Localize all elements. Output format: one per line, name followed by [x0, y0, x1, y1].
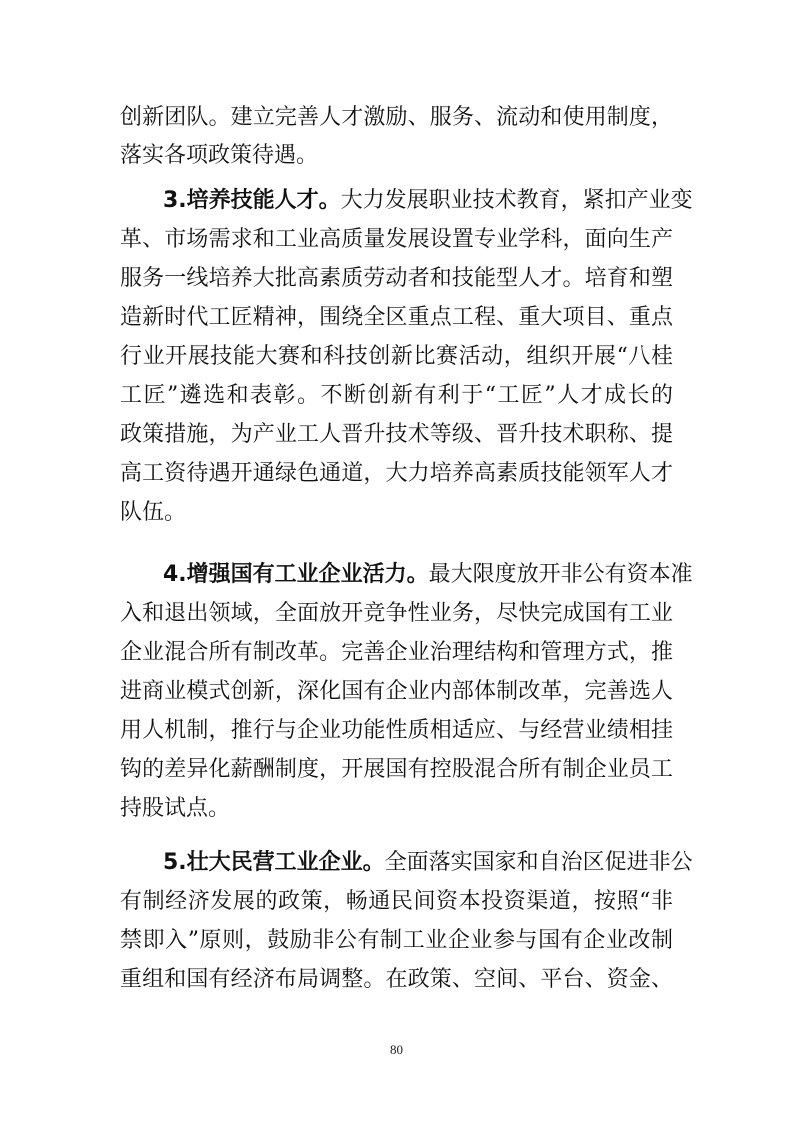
paragraph-first-line — [163, 560, 693, 590]
paragraph-first-line — [163, 848, 693, 878]
paragraph-line: 企业混合所有制改革。完善企业治理结构和管理方式，推 — [120, 640, 673, 665]
paragraph-line: 行业开展技能大赛和科技创新比赛活动，组织开展“八桂 — [120, 344, 673, 369]
paragraph-first-line — [163, 186, 693, 216]
paragraph-line: 持股试点。 — [120, 796, 231, 821]
paragraph-line: 高工资待遇开通绿色通道，大力培养高素质技能领军人才 — [120, 461, 673, 486]
paragraph-line: 落实各项政策待遇。 — [120, 143, 319, 168]
paragraph-line: 造新时代工匠精神，围绕全区重点工程、重大项目、重点 — [120, 305, 673, 330]
paragraph-line: 队伍。 — [120, 500, 187, 525]
section-heading: 3.培养技能人才。 — [163, 188, 341, 213]
paragraph-line: 革、市场需求和工业高质量发展设置专业学科，面向生产 — [120, 227, 673, 252]
paragraph-text: 全面落实国家和自治区促进非公 — [384, 850, 693, 875]
paragraph-line: 进商业模式创新，深化国有企业内部体制改革，完善选人 — [120, 679, 673, 704]
paragraph-line: 有制经济发展的政策，畅通民间资本投资渠道，按照“非 — [120, 889, 673, 914]
paragraph-line: 重组和国有经济布局调整。在政策、空间、平台、资金、 — [120, 967, 673, 992]
page-number: 80 — [390, 1042, 403, 1057]
paragraph-line: 政策措施，为产业工人晋升技术等级、晋升技术职称、提 — [120, 422, 673, 447]
paragraph-line: 钩的差异化薪酬制度，开展国有控股混合所有制企业员工 — [120, 757, 673, 782]
paragraph-line: 入和退出领域，全面放开竞争性业务，尽快完成国有工业 — [120, 601, 673, 626]
paragraph-line: 禁即入”原则，鼓励非公有制工业企业参与国有企业改制 — [120, 928, 673, 953]
section-heading: 4.增强国有工业企业活力。 — [163, 562, 429, 587]
paragraph-line: 工匠”遴选和表彰。不断创新有利于“工匠”人才成长的 — [120, 383, 673, 408]
paragraph-line: 服务一线培养大批高素质劳动者和技能型人才。培育和塑 — [120, 266, 673, 291]
paragraph-text: 大力发展职业技术教育，紧扣产业变 — [340, 188, 693, 213]
paragraph-text: 最大限度放开非公有资本准 — [428, 562, 693, 587]
section-heading: 5.壮大民营工业企业。 — [163, 850, 385, 875]
paragraph-line: 用人机制，推行与企业功能性质相适应、与经营业绩相挂 — [120, 718, 673, 743]
paragraph-line: 创新团队。建立完善人才激励、服务、流动和使用制度， — [120, 105, 673, 130]
